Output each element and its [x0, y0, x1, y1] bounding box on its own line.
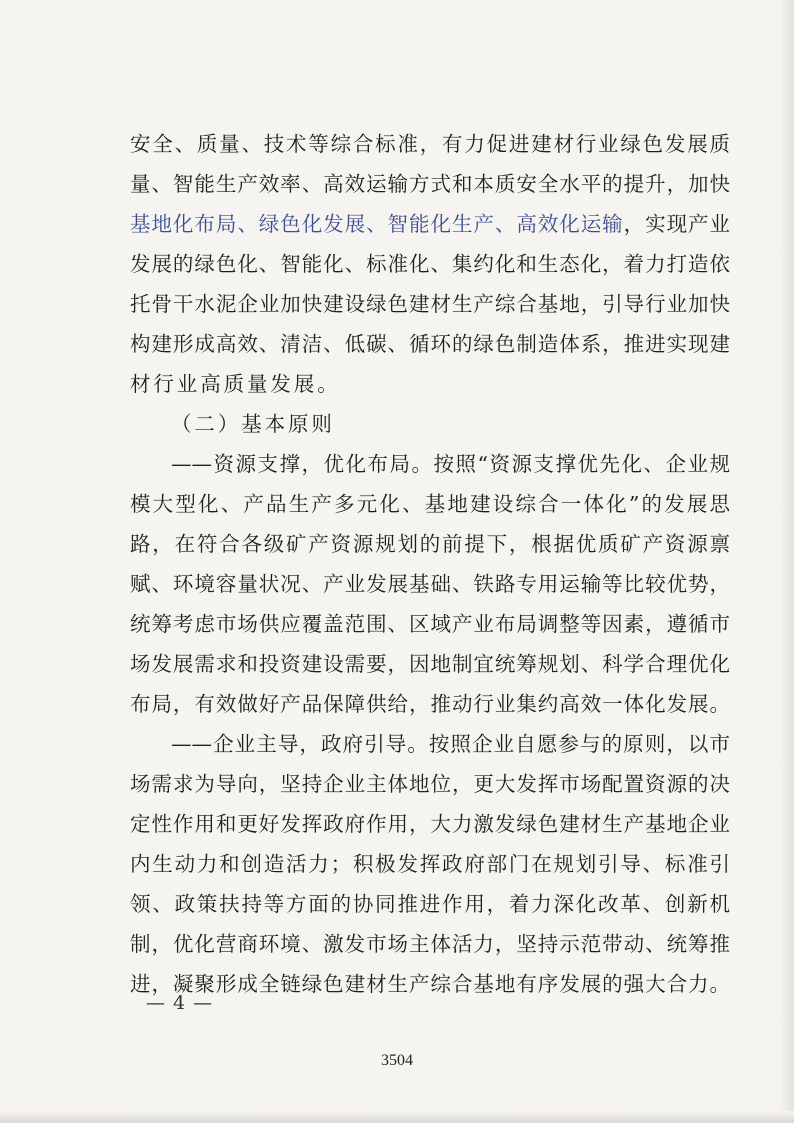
text-line: 领、政策扶持等方面的协同推进作用，着力深化改革、创新机	[130, 892, 730, 916]
text-line: ——企业主导，政府引导。按照企业自愿参与的原则，以市	[171, 732, 730, 756]
text-line: ——资源支撑，优化布局。按照“资源支撑优先化、企业规	[171, 452, 730, 476]
text-line: 制，优化营商环境、激发市场主体活力，坚持示范带动、统筹推	[130, 932, 730, 956]
text-line: 场发展需求和投资建设需要，因地制宜统筹规划、科学合理优化	[130, 652, 730, 676]
text-line: 模大型化、产品生产多元化、基地建设综合一体化”的发展思	[130, 492, 730, 516]
text-line	[130, 204, 730, 244]
paragraph-1	[130, 124, 730, 404]
text-line: 内生动力和创造活力；积极发挥政府部门在规划引导、标准引	[130, 852, 730, 876]
text-line: 定性作用和更好发挥政府作用，大力激发绿色建材生产基地企业	[130, 812, 730, 836]
body-text	[130, 124, 730, 1004]
text-line: 统筹考虑市场供应覆盖范围、区域产业布局调整等因素，遵循市	[130, 612, 730, 636]
text-line: 构建形成高效、清洁、低碳、循环的绿色制造体系，推进实现建	[130, 332, 730, 356]
highlighted-text: 基地化布局、绿色化发展、智能化生产、高效化运输	[130, 212, 624, 236]
page-shadow-right	[780, 0, 794, 1123]
text-line: 发展的绿色化、智能化、标准化、集约化和生态化，着力打造依	[130, 252, 730, 276]
principle-1	[130, 444, 730, 724]
section-heading: （二）基本原则	[171, 412, 335, 436]
text-line: 进，凝聚形成全链绿色建材生产综合基地有序发展的强大合力。	[130, 972, 730, 996]
page-shadow-bottom	[0, 1111, 794, 1123]
text-line: 安全、质量、技术等综合标准，有力促进建材行业绿色发展质	[130, 132, 730, 156]
text-line: 场需求为导向，坚持企业主体地位，更大发挥市场配置资源的决	[130, 772, 730, 796]
archive-number: 3504	[381, 1052, 413, 1069]
text-line: 布局，有效做好产品保障供给，推动行业集约高效一体化发展。	[130, 692, 730, 716]
text-line: 赋、环境容量状况、产业发展基础、铁路专用运输等比较优势，	[130, 572, 730, 596]
text-line: 量、智能生产效率、高效运输方式和本质安全水平的提升，加快	[130, 172, 730, 196]
text-line: 路，在符合各级矿产资源规划的前提下，根据优质矿产资源禀	[130, 532, 730, 556]
text-line: 材行业高质量发展。	[130, 372, 341, 396]
page-number: — 4 —	[146, 992, 214, 1014]
text-span: ，实现产业	[623, 212, 730, 236]
principle-2	[130, 724, 730, 1004]
text-line: 托骨干水泥企业加快建设绿色建材生产综合基地，引导行业加快	[130, 292, 730, 316]
